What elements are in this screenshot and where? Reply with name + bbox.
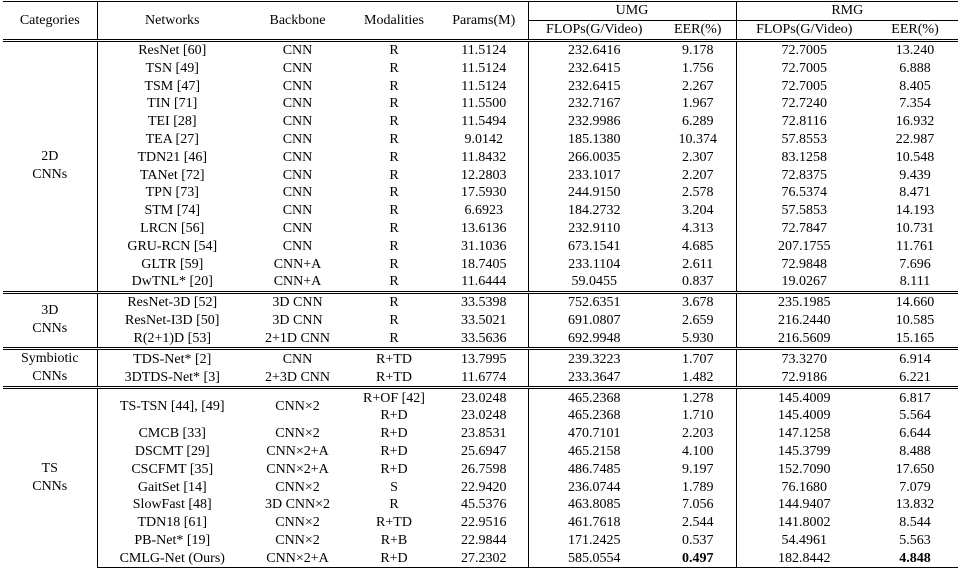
backbone-value: CNN [282,149,313,165]
rmg-flops-value: 72.7005 [781,78,828,94]
umg-eer-value: 3.204 [660,202,736,220]
rmg-eer-value: 8.111 [899,274,931,290]
table-row [3,514,958,532]
umg-flops-value: 184.2732 [568,203,621,219]
rmg-flops-value: 207.1755 [778,238,831,254]
backbone-value: CNN [282,167,313,183]
umg-eer-value: 0.837 [660,273,736,292]
category-cell [3,349,97,388]
params-value: 22.9420 [440,478,528,496]
backbone-value: 2+1D CNN [264,330,331,346]
rmg-eer-value: 6.817 [872,388,958,407]
umg-eer-value: 4.313 [660,220,736,238]
umg-flops-value: 692.9948 [568,330,621,346]
rmg-flops-value: 57.5853 [781,203,828,219]
modalities-value: R+OF [42] [348,388,440,407]
network-name: LRCN [56] [140,220,205,236]
header-params: Params(M) [440,2,528,41]
rmg-eer-value: 7.354 [899,96,931,112]
umg-eer-value: 7.056 [660,496,736,514]
header-modalities: Modalities [348,2,440,41]
params-value: 13.7995 [440,349,528,369]
umg-eer-value: 9.197 [660,460,736,478]
network-name: ResNet [60] [97,40,247,59]
params-value: 11.6774 [440,368,528,388]
modalities-value: R+TD [348,349,440,369]
network-name: TDN18 [61] [137,515,208,531]
table-row [3,220,958,238]
params-value: 18.7405 [440,255,528,273]
modalities-value: R [389,96,399,112]
header-categories: Categories [3,2,97,41]
rmg-flops-value: 72.8116 [781,114,827,130]
modalities-value: R [389,497,399,513]
umg-flops-value: 232.9986 [568,114,621,130]
network-name: TEI [28] [147,114,197,130]
umg-flops-value: 585.0554 [528,549,660,567]
rmg-flops-value: 216.5609 [778,330,831,346]
table-row [3,496,958,514]
table-row [3,148,958,166]
rmg-flops-value: 72.9186 [781,369,828,385]
backbone-value: CNN×2 [275,426,320,442]
modalities-value: R [348,40,440,59]
rmg-eer-value-bold: 4.848 [899,550,931,566]
network-name: CSCFMT [35] [131,461,214,477]
modalities-value: R [389,330,399,346]
modalities-value: R [389,131,399,147]
network-name: TPN [73] [145,185,199,201]
backbone-value: CNN [282,220,313,236]
backbone-value: CNN+A [273,256,322,272]
modalities-value: R [389,60,399,76]
backbone-value: CNN×2 [275,479,320,495]
umg-eer-value: 0.537 [660,532,736,550]
backbone-value: CNN [247,349,348,369]
rmg-eer-value: 9.439 [899,167,931,183]
rmg-eer-value: 15.165 [895,330,935,346]
modalities-value: R [389,274,399,290]
network-name: GRU-RCN [54] [127,238,218,254]
rmg-eer-value: 7.696 [899,256,931,272]
umg-flops-value: 232.6415 [568,60,621,76]
umg-flops-value: 232.6415 [568,78,621,94]
umg-eer-value: 2.207 [660,166,736,184]
rmg-flops-value: 72.7005 [781,60,828,76]
umg-flops-value: 486.7485 [568,461,621,477]
rmg-eer-value: 5.563 [899,532,931,548]
umg-flops-value: 233.1104 [568,256,621,272]
table-row [3,202,958,220]
header-rmg-flops: FLOPs(G/Video) [736,20,872,40]
category-cell [3,292,97,348]
umg-flops-value: 266.0035 [568,149,621,165]
backbone-value: CNN×2 [275,515,320,531]
modalities-value: R [389,203,399,219]
header-umg-eer: EER(%) [660,20,736,40]
params-value: 6.6923 [440,202,528,220]
category-cell [3,388,97,568]
modalities-value: R [389,167,399,183]
network-name: GaitSet [14] [137,479,207,495]
table-row [3,255,958,273]
rmg-eer-value: 6.644 [899,426,931,442]
network-name: TEA [27] [145,131,199,147]
rmg-flops-value: 147.1258 [778,426,831,442]
params-value: 23.0248 [440,388,528,407]
network-name: R(2+1)D [53] [133,330,211,346]
rmg-flops-value: 76.5374 [781,185,828,201]
modalities-value: R [389,78,399,94]
params-value: 23.0248 [440,407,528,425]
rmg-flops-value: 72.7847 [781,220,828,236]
rmg-eer-value: 8.471 [899,185,931,201]
rmg-flops-value: 72.7005 [736,40,872,59]
rmg-eer-value: 16.932 [895,114,935,130]
modalities-value: R [389,312,399,328]
umg-flops-value: 239.3223 [528,349,660,369]
params-value: 11.5500 [440,95,528,113]
umg-eer-value: 4.685 [660,237,736,255]
table-row [3,40,958,59]
params-value: 11.8432 [440,148,528,166]
umg-flops-value: 236.0744 [568,479,621,495]
network-name: TIN [71] [147,96,198,112]
params-value: 9.0142 [440,131,528,149]
params-value: 12.2803 [440,166,528,184]
rmg-flops-value: 235.1985 [736,292,872,311]
rmg-flops-value: 144.9407 [778,497,831,513]
category-label: 2D [41,149,59,165]
umg-eer-value: 1.756 [660,59,736,77]
params-value: 11.5124 [440,40,528,59]
modalities-value: R+TD [376,369,412,385]
table-row [3,184,958,202]
rmg-eer-value: 11.761 [896,238,934,254]
backbone-value: CNN×2 [275,532,320,548]
rmg-eer-value: 14.660 [872,292,958,311]
params-value: 22.9516 [440,514,528,532]
table-row [3,131,958,149]
umg-flops-value: 185.1380 [568,131,621,147]
network-name: PB-Net* [19] [134,532,211,548]
modalities-value: R [389,114,399,130]
backbone-value: CNN [282,60,313,76]
modalities-value: R [389,149,399,165]
category-label: CNNs [32,167,68,183]
modalities-value: R [389,220,399,236]
rmg-flops-value: 72.9848 [781,256,828,272]
umg-eer-value: 2.307 [660,148,736,166]
table-row [3,532,958,550]
category-cell [3,40,97,292]
rmg-eer-value: 17.650 [895,461,935,477]
rmg-eer-value: 8.488 [899,443,931,459]
rmg-eer-value: 10.731 [895,220,935,236]
network-name: 3DTDS-Net* [3] [124,369,220,385]
umg-eer-value: 1.707 [660,349,736,369]
modalities-value: R+TD [376,515,412,531]
table-row [3,292,958,311]
rmg-eer-value: 6.888 [899,60,931,76]
network-name: CMLG-Net (Ours) [97,549,247,567]
umg-flops-value: 232.7167 [568,96,621,112]
umg-eer-value: 1.967 [660,95,736,113]
rmg-eer-value: 6.914 [872,349,958,369]
backbone-value: CNN [282,185,313,201]
table-row [3,349,958,369]
umg-flops-value: 59.0455 [571,274,617,290]
rmg-flops-value: 73.3270 [736,349,872,369]
rmg-eer-value: 5.564 [899,408,931,424]
table-row [3,312,958,330]
table-row [3,368,958,388]
category-label: TS [41,461,58,477]
table-row [3,388,958,407]
table-row [3,549,958,567]
rmg-flops-value: 145.3799 [778,443,831,459]
rmg-flops-value: 182.8442 [736,549,872,567]
backbone-value: 3D CNN [247,292,348,311]
params-value: 13.6136 [440,220,528,238]
backbone-value: 2+3D CNN [264,369,331,385]
backbone-value: CNN [247,40,348,59]
rmg-flops-value: 19.0267 [781,274,828,290]
network-name: ResNet-I3D [50] [125,312,220,328]
rmg-eer-value: 6.221 [899,369,931,385]
header-rmg-eer: EER(%) [872,20,958,40]
network-name: GLTR [59] [141,256,204,272]
table-row [3,113,958,131]
header-backbone: Backbone [247,2,348,41]
umg-eer-value: 1.789 [660,478,736,496]
backbone-value: 3D CNN [272,312,323,328]
modalities-value: R [389,238,399,254]
umg-flops-value: 465.2368 [568,408,621,424]
table-row [3,273,958,292]
params-value: 33.5398 [440,292,528,311]
modalities-value: R+D [380,461,408,477]
umg-flops-value: 233.3647 [568,369,621,385]
rmg-eer-value: 8.544 [899,515,931,531]
table-row [3,237,958,255]
rmg-flops-value: 57.8553 [781,131,828,147]
category-label: CNNs [32,321,68,337]
params-value: 17.5930 [440,184,528,202]
header-umg: UMG [528,2,736,21]
results-table-body [3,40,958,568]
umg-flops-value: 461.7618 [568,515,621,531]
backbone-value: CNN [282,78,313,94]
backbone-value: CNN [282,131,313,147]
backbone-value: CNN [282,114,313,130]
umg-flops-value: 752.6351 [528,292,660,311]
network-name: TDS-Net* [2] [97,349,247,369]
rmg-eer-value: 22.987 [895,131,935,147]
backbone-value: 3D CNN×2 [264,497,331,513]
table-row [3,478,958,496]
category-label: CNNs [32,369,68,385]
params-value: 11.5124 [440,59,528,77]
rmg-eer-value: 7.079 [899,479,931,495]
params-value: 33.5636 [440,329,528,348]
modalities-value: R+B [380,532,408,548]
modalities-value: R+D [380,443,408,459]
backbone-value: CNN×2+A [247,549,348,567]
table-row [3,443,958,461]
umg-eer-value: 5.930 [660,329,736,348]
rmg-flops-value: 152.7090 [778,461,831,477]
table-row [3,95,958,113]
backbone-value: CNN+A [273,274,322,290]
network-name: TSN [49] [145,60,199,76]
modalities-value: R+D [380,408,408,424]
header-umg-flops: FLOPs(G/Video) [528,20,660,40]
rmg-eer-value: 10.548 [895,149,935,165]
umg-eer-value: 10.374 [660,131,736,149]
backbone-value: CNN×2+A [266,461,329,477]
umg-flops-value: 463.8085 [568,497,621,513]
rmg-flops-value: 76.1680 [781,479,828,495]
umg-flops-value: 171.2425 [568,532,621,548]
header-rmg: RMG [736,2,958,21]
backbone-value: CNN [282,238,313,254]
umg-eer-value: 2.659 [660,312,736,330]
backbone-value: CNN [282,203,313,219]
umg-flops-value: 673.1541 [568,238,621,254]
umg-flops-value: 244.9150 [568,185,621,201]
rmg-flops-value: 72.7240 [781,96,828,112]
table-row [3,425,958,443]
umg-eer-value-bold: 0.497 [682,550,714,566]
params-value: 45.5376 [440,496,528,514]
header-networks: Networks [97,2,247,41]
backbone-value: CNN [282,96,313,112]
params-value: 31.1036 [440,237,528,255]
network-name: SlowFast [48] [132,497,212,513]
umg-eer-value: 1.482 [660,368,736,388]
params-value: 33.5021 [440,312,528,330]
umg-eer-value: 2.544 [660,514,736,532]
rmg-eer-value [872,549,958,567]
modalities-value: R+D [380,426,408,442]
modalities-value: R [389,256,399,272]
params-value: 23.8531 [440,425,528,443]
rmg-flops-value: 145.4009 [736,388,872,407]
params-value: 11.6444 [440,273,528,292]
rmg-flops-value: 83.1258 [781,149,828,165]
umg-eer-value: 2.267 [660,77,736,95]
umg-eer-value: 1.710 [660,407,736,425]
table-row [3,59,958,77]
params-value: 25.6947 [440,443,528,461]
rmg-eer-value: 13.832 [895,497,935,513]
rmg-flops-value: 72.8375 [781,167,828,183]
umg-flops-value: 470.7101 [568,426,621,442]
table-row [3,460,958,478]
umg-eer-value: 1.278 [660,388,736,407]
network-name: TSM [47] [144,78,201,94]
table-row [3,77,958,95]
table-row [3,166,958,184]
umg-eer-value: 2.578 [660,184,736,202]
backbone-value: CNN×2+A [266,443,329,459]
network-name: DwTNL* [20] [131,274,213,290]
backbone-value: CNN×2 [247,388,348,425]
network-name: CMCB [33] [138,426,206,442]
category-label: Symbiotic [20,351,79,367]
params-value: 26.7598 [440,460,528,478]
umg-flops-value: 232.6416 [528,40,660,59]
network-name: TS-TSN [44], [49] [97,388,247,425]
modalities-value: R [348,292,440,311]
network-name: TDN21 [46] [137,149,208,165]
rmg-eer-value: 8.405 [899,78,931,94]
rmg-flops-value: 141.8002 [778,515,831,531]
umg-eer-value [660,549,736,567]
results-table [3,1,958,568]
rmg-flops-value: 54.4961 [781,532,828,548]
rmg-eer-value: 10.585 [895,312,935,328]
network-name: DSCMT [29] [134,443,210,459]
category-label: CNNs [32,479,68,495]
umg-eer-value: 2.203 [660,425,736,443]
modalities-value: R+D [348,549,440,567]
umg-flops-value: 465.2368 [528,388,660,407]
network-name: ResNet-3D [52] [97,292,247,311]
rmg-flops-value: 145.4009 [778,408,831,424]
umg-flops-value: 232.9110 [568,220,621,236]
umg-eer-value: 2.611 [660,255,736,273]
params-value: 22.9844 [440,532,528,550]
modalities-value: R [389,185,399,201]
umg-eer-value: 3.678 [660,292,736,311]
table-row [3,329,958,348]
umg-flops-value: 691.0807 [568,312,621,328]
network-name: TANet [72] [139,167,205,183]
params-value: 11.5494 [440,113,528,131]
modalities-value: S [390,479,398,495]
umg-eer-value: 9.178 [660,40,736,59]
umg-eer-value: 4.100 [660,443,736,461]
rmg-eer-value: 13.240 [872,40,958,59]
params-value: 27.2302 [440,549,528,567]
umg-eer-value: 6.289 [660,113,736,131]
umg-flops-value: 233.1017 [568,167,621,183]
rmg-flops-value: 216.2440 [778,312,831,328]
network-name: STM [74] [144,203,201,219]
rmg-eer-value: 14.193 [895,203,935,219]
params-value: 11.5124 [440,77,528,95]
category-label: 3D [41,303,59,319]
umg-flops-value: 465.2158 [568,443,621,459]
